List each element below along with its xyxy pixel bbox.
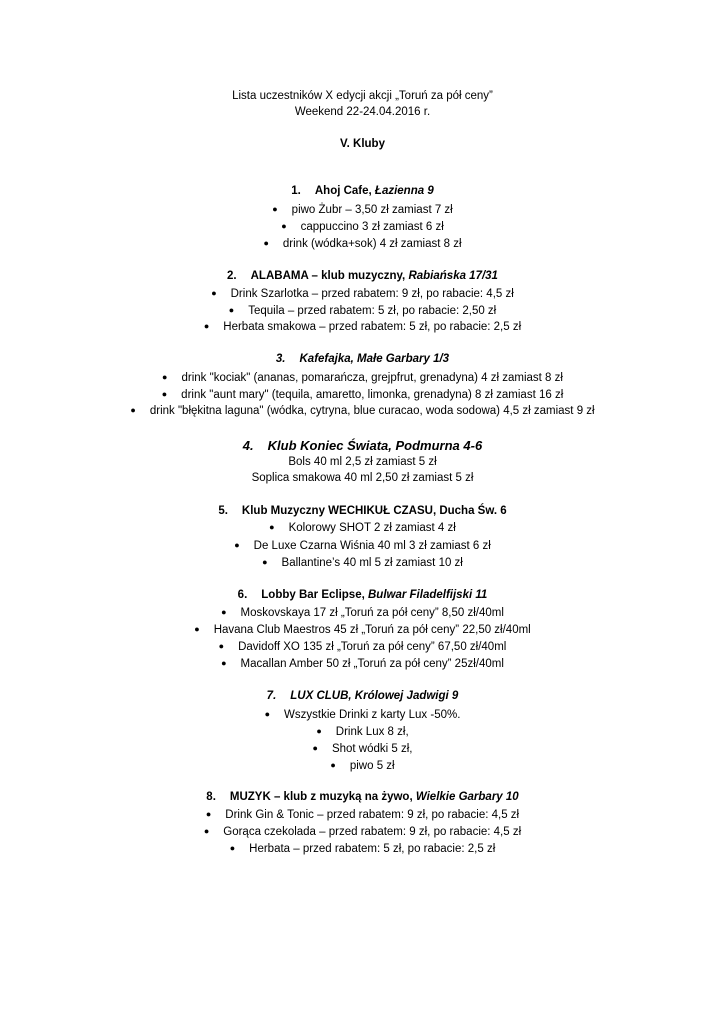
list-item: ● Gorąca czekolada – przed rabatem: 9 zł, po rabacie: 4,5 zł [203, 826, 522, 838]
club-name: Klub Koniec Świata, Podmurna 4-6 [267, 438, 483, 453]
list-item: ● Drink Gin & Tonic – przed rabatem: 9 zł, po rabacie: 4,5 zł [205, 809, 520, 821]
bullet-icon: ● [263, 238, 269, 248]
club-number: 7. [266, 690, 277, 702]
club-address: Rabiańska 17/31 [408, 270, 498, 282]
list-item: ● Havana Club Maestros 45 zł „Toruń za pół ceny” 22,50 zł/40ml [194, 624, 531, 636]
list-item: ● Shot wódki 5 zł, [312, 743, 413, 755]
club-name: Lobby Bar Eclipse, [261, 589, 368, 601]
club-name: Klub Muzyczny WECHIKUŁ CZASU, Ducha Św. 6 [241, 505, 507, 517]
club-number: 6. [237, 589, 248, 601]
list-item: ● drink "aunt mary" (tequila, amaretto, limonka, grenadyna) 8 zł zamiast 16 zł [161, 389, 564, 401]
club-heading-7 [0, 690, 725, 702]
list-item: ● Herbata – przed rabatem: 5 zł, po rabacie: 2,5 zł [229, 843, 496, 855]
bullet-icon: ● [194, 624, 200, 634]
bullet-icon: ● [330, 760, 336, 770]
bullet-icon: ● [130, 405, 136, 415]
list-item: ● Ballantine’s 40 ml 5 zł zamiast 10 zł [262, 557, 463, 569]
list-item: Soplica smakowa 40 ml 2,50 zł zamiast 5 zł [251, 472, 474, 484]
list-item: ● Kolorowy SHOT 2 zł zamiast 4 zł [269, 522, 456, 534]
bullet-icon: ● [221, 658, 227, 668]
list-item: ● drink "błękitna laguna" (wódka, cytryna, blue curacao, woda sodowa) 4,5 zł zamiast 9 zł [130, 405, 595, 417]
bullet-icon: ● [205, 809, 212, 819]
club-number: 8. [206, 791, 216, 803]
list-item: ● Davidoff XO 135 zł „Toruń za pół ceny” 67,50 zł/40ml [218, 641, 507, 653]
bullet-icon: ● [269, 522, 275, 532]
club-name: MUZYK – klub z muzyką na żywo, [229, 791, 416, 803]
club-number: 2. [227, 270, 237, 282]
bullet-icon: ● [312, 743, 318, 753]
bullet-icon: ● [272, 204, 278, 214]
club-number: 1. [291, 185, 301, 197]
list-item: ● piwo Żubr – 3,50 zł zamiast 7 zł [272, 204, 453, 216]
document-subtitle: Weekend 22-24.04.2016 r. [294, 106, 431, 118]
list-item: ● Moskovskaya 17 zł „Toruń za pół ceny” 8,50 zł/40ml [221, 607, 504, 619]
bullet-icon: ● [228, 305, 235, 315]
club-address: Wielkie Garbary 10 [415, 791, 519, 803]
bullet-icon: ● [162, 372, 168, 382]
club-address: Bulwar Filadelfijski 11 [368, 589, 488, 601]
club-number: 4. [242, 438, 254, 453]
list-item: ● Herbata smakowa – przed rabatem: 5 zł, po rabacie: 2,5 zł [203, 321, 522, 333]
club-name: ALABAMA – klub muzyczny, [250, 270, 409, 282]
list-item: ● cappuccino 3 zł zamiast 6 zł [281, 221, 444, 233]
club-name: Ahoj Cafe, [314, 185, 375, 197]
bullet-icon: ● [221, 607, 227, 617]
bullet-icon: ● [264, 709, 271, 719]
club-heading-1 [0, 185, 725, 197]
list-item: ● De Luxe Czarna Wiśnia 40 ml 3 zł zamiast 6 zł [234, 540, 491, 552]
club-address: Łazienna 9 [374, 185, 434, 197]
bullet-icon: ● [218, 641, 225, 651]
list-item: ● Drink Lux 8 zł, [316, 726, 409, 738]
list-item: ● drink (wódka+sok) 4 zł zamiast 8 zł [263, 238, 462, 250]
document-title: Lista uczestników X edycji akcji „Toruń za pół ceny” [232, 90, 493, 102]
bullet-icon: ● [281, 221, 287, 231]
club-number: 5. [218, 505, 228, 517]
bullet-icon: ● [229, 843, 236, 853]
club-heading-2 [0, 270, 725, 282]
bullet-icon: ● [316, 726, 322, 736]
section-heading: V. Kluby [340, 138, 385, 150]
bullet-icon: ● [234, 540, 240, 550]
list-item: ● Tequila – przed rabatem: 5 zł, po rabacie: 2,50 zł [228, 305, 497, 317]
bullet-icon: ● [203, 826, 210, 836]
club-number: 3. [275, 353, 286, 365]
club-name: LUX CLUB, Królowej Jadwigi 9 [290, 690, 459, 702]
club-heading-8 [0, 791, 725, 803]
club-heading-5 [0, 505, 725, 517]
club-heading-3 [0, 353, 725, 365]
bullet-icon: ● [211, 288, 217, 298]
list-item: ● Wszystkie Drinki z karty Lux -50%. [264, 709, 461, 721]
list-item: ● Macallan Amber 50 zł „Toruń za pół ceny” 25zł/40ml [221, 658, 504, 670]
list-item: Bols 40 ml 2,5 zł zamiast 5 zł [288, 456, 437, 468]
bullet-icon: ● [262, 557, 268, 567]
club-heading-6 [0, 589, 725, 601]
club-name: Kafefajka, Małe Garbary 1/3 [299, 353, 450, 365]
list-item: ● Drink Szarlotka – przed rabatem: 9 zł, po rabacie: 4,5 zł [211, 288, 514, 300]
club-heading-4 [0, 438, 725, 453]
bullet-icon: ● [161, 389, 168, 399]
bullet-icon: ● [203, 321, 210, 331]
list-item: ● piwo 5 zł [330, 760, 395, 772]
list-item: ● drink "kociak" (ananas, pomarańcza, grejpfrut, grenadyna) 4 zł zamiast 8 zł [162, 372, 563, 384]
